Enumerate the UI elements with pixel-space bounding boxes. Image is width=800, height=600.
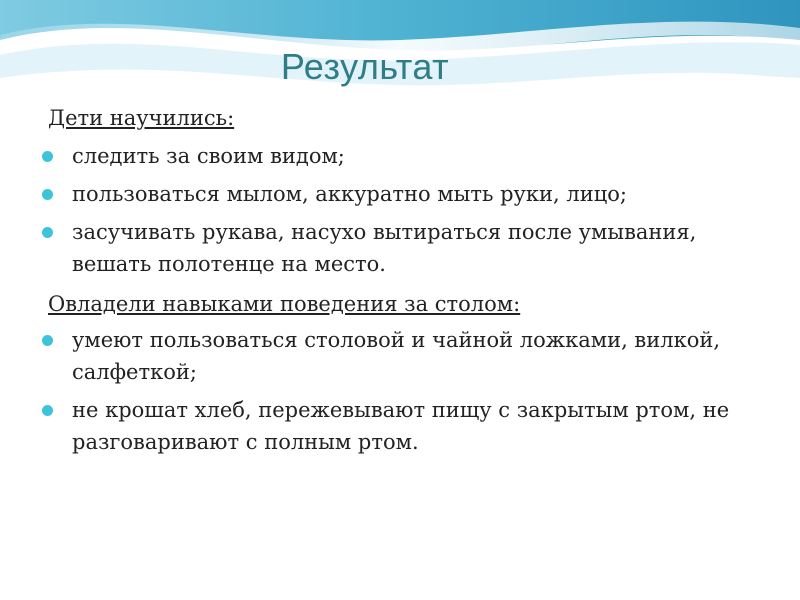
list-item <box>40 178 740 210</box>
bullet-dot-icon <box>42 405 53 416</box>
list-item-text: умеют пользоваться столовой и чайной ложками, вилкой, салфеткой; <box>72 328 721 384</box>
bullet-dot-icon <box>42 151 53 162</box>
list-item-text: пользоваться мылом, аккуратно мыть руки, лицо; <box>72 182 627 206</box>
list-item <box>40 324 740 388</box>
list-item <box>40 394 740 458</box>
bullet-dot-icon <box>42 189 53 200</box>
bullet-dot-icon <box>42 335 53 346</box>
slide-title: Результат <box>280 46 450 87</box>
list-item-text: не крошат хлеб, пережевывают пищу с закрытым ртом, не разговаривают с полным ртом. <box>72 398 730 454</box>
section-heading-table-manners: Овладели навыками поведения за столом: <box>48 292 521 316</box>
section-heading-children-learned: Дети научились: <box>48 106 235 130</box>
slide-content <box>40 102 740 464</box>
list-item <box>40 140 740 172</box>
bullet-dot-icon <box>42 227 53 238</box>
list-item-text: засучивать рукава, насухо вытираться после умывания, вешать полотенце на место. <box>72 220 697 276</box>
list-item <box>40 216 740 280</box>
list-item-text: следить за своим видом; <box>72 144 345 168</box>
